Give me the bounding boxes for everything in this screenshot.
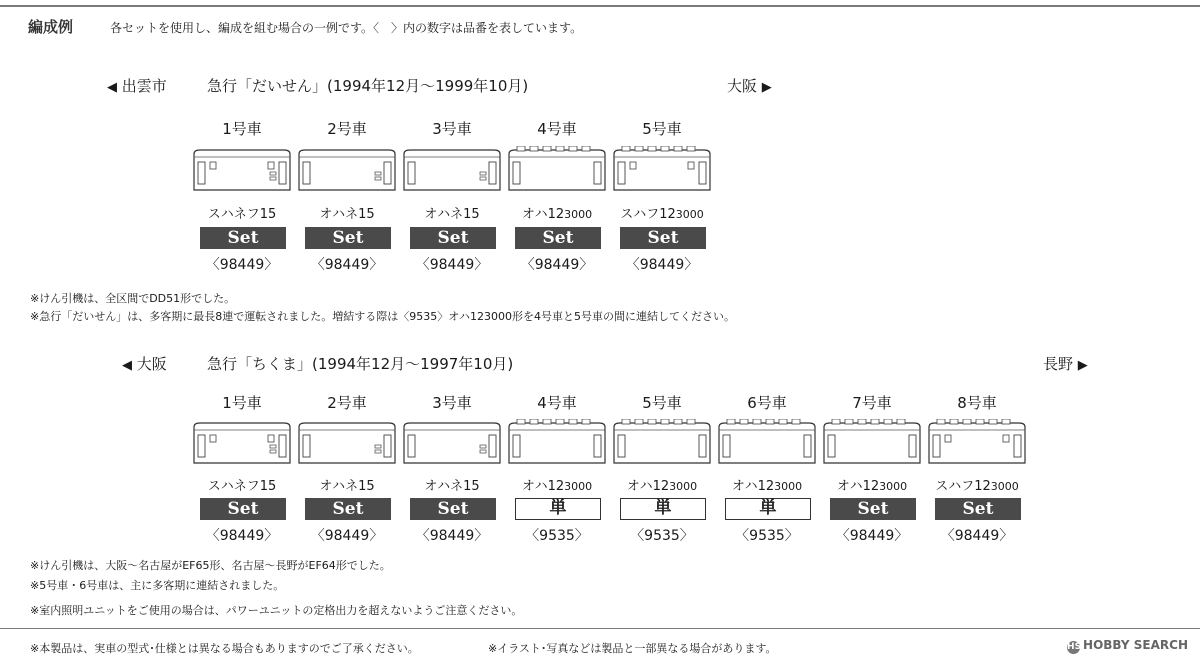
car-number-label: 3号車 bbox=[432, 120, 472, 138]
section-heading: 編成例 bbox=[28, 18, 74, 36]
product-number: 〈98449〉 bbox=[310, 257, 384, 273]
footer-note-2: ※イラスト･写真などは製品と一部異なる場合があります。 bbox=[488, 642, 777, 655]
car-type-name bbox=[400, 475, 504, 494]
product-number: 〈98449〉 bbox=[310, 528, 384, 544]
car-type-base: オハ12 bbox=[521, 479, 565, 494]
product-number: 〈98449〉 bbox=[520, 257, 594, 273]
chikuma-from-label: 大阪 bbox=[136, 355, 167, 373]
set-badge: Set bbox=[830, 498, 916, 520]
railcar-icon bbox=[295, 146, 399, 192]
chikuma-to-label: 長野 bbox=[1043, 355, 1074, 373]
car-type-name bbox=[190, 203, 294, 222]
set-badge: Set bbox=[620, 227, 706, 249]
railcar-icon bbox=[610, 146, 714, 192]
product-number: 〈98449〉 bbox=[625, 257, 699, 273]
product-number: 〈98449〉 bbox=[205, 528, 279, 544]
car-number-label: 8号車 bbox=[957, 394, 997, 412]
car-type-suffix: 3000 bbox=[774, 480, 803, 493]
car-number-label: 1号車 bbox=[222, 394, 262, 412]
car-number-label: 4号車 bbox=[537, 120, 577, 138]
car-type-name bbox=[400, 203, 504, 222]
chikuma-origin bbox=[122, 353, 167, 374]
car-type-name bbox=[505, 475, 609, 494]
car-type-base: オハ12 bbox=[521, 207, 565, 222]
product-number: 〈9535〉 bbox=[525, 528, 589, 544]
car-type-base: スハネフ15 bbox=[207, 479, 277, 494]
car-type-base: スハネフ15 bbox=[207, 207, 277, 222]
railcar-icon bbox=[295, 419, 399, 465]
car-type-suffix: 3000 bbox=[564, 208, 593, 221]
set-badge: Set bbox=[935, 498, 1021, 520]
car-type-base: オハネ15 bbox=[319, 207, 375, 222]
chikuma-title: 急行「ちくま」(1994年12月〜1997年10月) bbox=[207, 355, 514, 373]
daisen-from-label: 出雲市 bbox=[121, 77, 167, 95]
car-type-name bbox=[610, 475, 714, 494]
product-number: 〈9535〉 bbox=[735, 528, 799, 544]
set-badge: Set bbox=[305, 498, 391, 520]
car-type-name bbox=[295, 475, 399, 494]
car-type-name bbox=[820, 475, 924, 494]
product-number: 〈9535〉 bbox=[630, 528, 694, 544]
daisen-to-label: 大阪 bbox=[727, 77, 758, 95]
railcar-icon bbox=[190, 146, 294, 192]
product-number: 〈98449〉 bbox=[940, 528, 1014, 544]
railcar-icon bbox=[610, 419, 714, 465]
car-type-base: オハネ15 bbox=[319, 479, 375, 494]
product-number: 〈98449〉 bbox=[205, 257, 279, 273]
railcar-icon bbox=[400, 419, 504, 465]
daisen-destination bbox=[727, 75, 772, 96]
single-badge: 単 bbox=[515, 498, 601, 520]
right-arrow-icon: ▶ bbox=[761, 80, 772, 95]
car-type-suffix: 3000 bbox=[879, 480, 908, 493]
car-number-label: 5号車 bbox=[642, 120, 682, 138]
car-number-label: 4号車 bbox=[537, 394, 577, 412]
bottom-rule bbox=[0, 628, 1200, 629]
set-badge: Set bbox=[515, 227, 601, 249]
daisen-note-1: ※けん引機は、全区間でDD51形でした。 bbox=[30, 292, 236, 305]
car-type-suffix: 3000 bbox=[564, 480, 593, 493]
product-number: 〈98449〉 bbox=[415, 528, 489, 544]
car-type-name bbox=[295, 203, 399, 222]
chikuma-note-3: ※室内照明ユニットをご使用の場合は、パワーユニットの定格出力を超えないようご注意ください。 bbox=[30, 604, 523, 617]
car-type-suffix: 3000 bbox=[675, 208, 704, 221]
railcar-icon bbox=[925, 419, 1029, 465]
footer-note-1: ※本製品は、実車の型式･仕様とは異なる場合もありますのでご了承ください。 bbox=[30, 642, 419, 655]
car-type-name bbox=[715, 475, 819, 494]
set-badge: Set bbox=[200, 498, 286, 520]
intro-text: 各セットを使用し、編成を組む場合の一例です。〈 〉内の数字は品番を表しています。 bbox=[110, 21, 583, 35]
railcar-icon bbox=[505, 146, 609, 192]
railcar-icon bbox=[820, 419, 924, 465]
chikuma-destination bbox=[1043, 353, 1088, 374]
car-type-name bbox=[190, 475, 294, 494]
car-type-base: スハフ12 bbox=[935, 479, 991, 494]
car-type-name bbox=[925, 475, 1029, 494]
car-type-base: オハ12 bbox=[626, 479, 670, 494]
railcar-icon bbox=[715, 419, 819, 465]
set-badge: Set bbox=[410, 498, 496, 520]
product-number: 〈98449〉 bbox=[835, 528, 909, 544]
car-type-suffix: 3000 bbox=[669, 480, 698, 493]
single-badge: 単 bbox=[725, 498, 811, 520]
chikuma-note-1: ※けん引機は、大阪〜名古屋がEF65形、名古屋〜長野がEF64形でした。 bbox=[30, 559, 391, 572]
daisen-note-2: ※急行「だいせん」は、多客期に最長8連で運転されました。増結する際は〈9535〉オハ123000形を4号車と5号車の間に連結してください。 bbox=[30, 310, 735, 323]
left-arrow-icon: ◀ bbox=[107, 80, 117, 95]
right-arrow-icon: ▶ bbox=[1077, 358, 1088, 373]
set-badge: Set bbox=[200, 227, 286, 249]
railcar-icon bbox=[505, 419, 609, 465]
car-number-label: 2号車 bbox=[327, 394, 367, 412]
car-type-base: オハ12 bbox=[731, 479, 775, 494]
car-number-label: 6号車 bbox=[747, 394, 787, 412]
car-number-label: 2号車 bbox=[327, 120, 367, 138]
left-arrow-icon: ◀ bbox=[122, 358, 132, 373]
single-badge: 単 bbox=[620, 498, 706, 520]
car-number-label: 5号車 bbox=[642, 394, 682, 412]
logo-text: HOBBY SEARCH bbox=[1083, 638, 1188, 652]
set-badge: Set bbox=[305, 227, 391, 249]
car-type-base: オハ12 bbox=[836, 479, 880, 494]
car-type-name bbox=[610, 203, 714, 222]
top-rule bbox=[0, 5, 1200, 7]
logo-mark-icon: HS bbox=[1067, 642, 1082, 652]
car-type-base: スハフ12 bbox=[620, 207, 676, 222]
car-number-label: 3号車 bbox=[432, 394, 472, 412]
car-number-label: 1号車 bbox=[222, 120, 262, 138]
set-badge: Set bbox=[410, 227, 496, 249]
brand-logo bbox=[1067, 638, 1188, 654]
railcar-icon bbox=[190, 419, 294, 465]
car-type-name bbox=[505, 203, 609, 222]
railcar-icon bbox=[400, 146, 504, 192]
daisen-origin bbox=[107, 75, 167, 96]
car-type-base: オハネ15 bbox=[424, 479, 480, 494]
car-type-suffix: 3000 bbox=[990, 480, 1019, 493]
product-number: 〈98449〉 bbox=[415, 257, 489, 273]
car-number-label: 7号車 bbox=[852, 394, 892, 412]
daisen-title: 急行「だいせん」(1994年12月〜1999年10月) bbox=[207, 77, 529, 95]
car-type-base: オハネ15 bbox=[424, 207, 480, 222]
chikuma-note-2: ※5号車・6号車は、主に多客期に連結されました。 bbox=[30, 579, 285, 592]
